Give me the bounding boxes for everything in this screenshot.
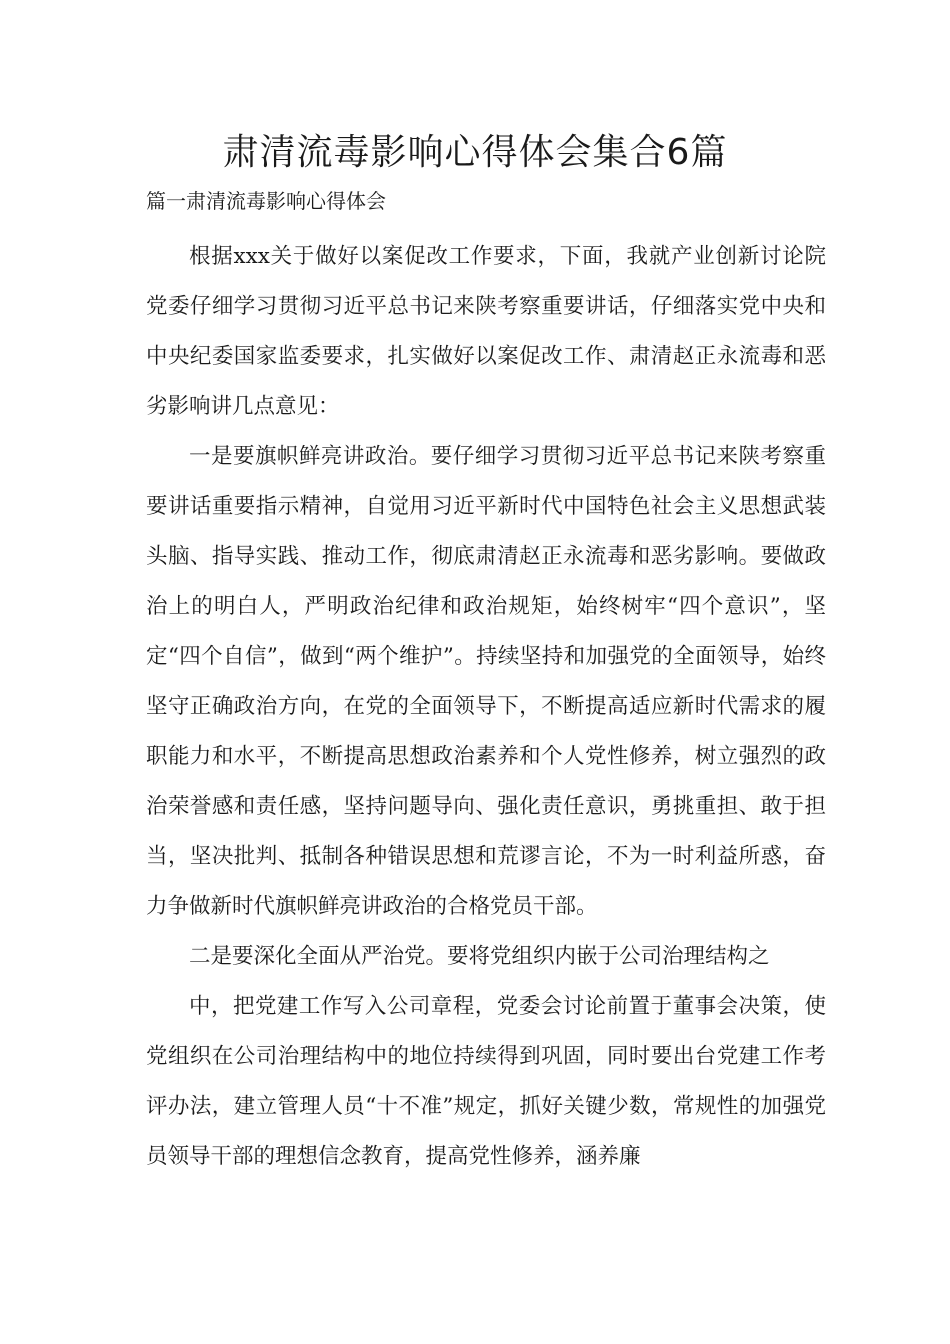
document-title: 肃清流毒影响心得体会集合6篇: [222, 132, 728, 173]
paragraph-party-governance: 二是要深化全面从严治党。要将党组织内嵌于公司治理结构之: [189, 944, 770, 969]
section-heading: 篇一肃清流毒影响心得体会: [146, 189, 386, 213]
document-body: [146, 232, 826, 1182]
paragraph-intro: 根据xxx关于做好以案促改工作要求，下面，我就产业创新讨论院党委仔细学习贯彻习近平总书记来陕考察重要讲话，仔细落实党中央和中央纪委国家监委要求，扎实做好以案促改工作、肃清赵正永流毒和恶劣影响讲几点意见：: [146, 244, 826, 419]
paragraph-party-governance-continued: 中，把党建工作写入公司章程，党委会讨论前置于董事会决策，使党组织在公司治理结构中的地位持续得到巩固，同时要出台党建工作考评办法，建立管理人员“十不准”规定，抓好关键少数，常规性的加强党员领导干部的理想信念教育，提高党性修养，涵养廉: [146, 994, 826, 1169]
paragraph-politics: 一是要旗帜鲜亮讲政治。要仔细学习贯彻习近平总书记来陕考察重要讲话重要指示精神，自觉用习近平新时代中国特色社会主义思想武装头脑、指导实践、推动工作，彻底肃清赵正永流毒和恶劣影响。要做政治上的明白人，严明政治纪律和政治规矩，始终树牢“四个意识”，坚定“四个自信”，做到“两个维护”。持续坚持和加强党的全面领导，始终坚守正确政治方向，在党的全面领导下，不断提高适应新时代需求的履职能力和水平，不断提高思想政治素养和个人党性修养，树立强烈的政治荣誉感和责任感，坚持问题导向、强化责任意识，勇挑重担、敢于担当，坚决批判、抵制各种错误思想和荒谬言论，不为一时利益所惑，奋力争做新时代旗帜鲜亮讲政治的合格党员干部。: [146, 444, 826, 919]
